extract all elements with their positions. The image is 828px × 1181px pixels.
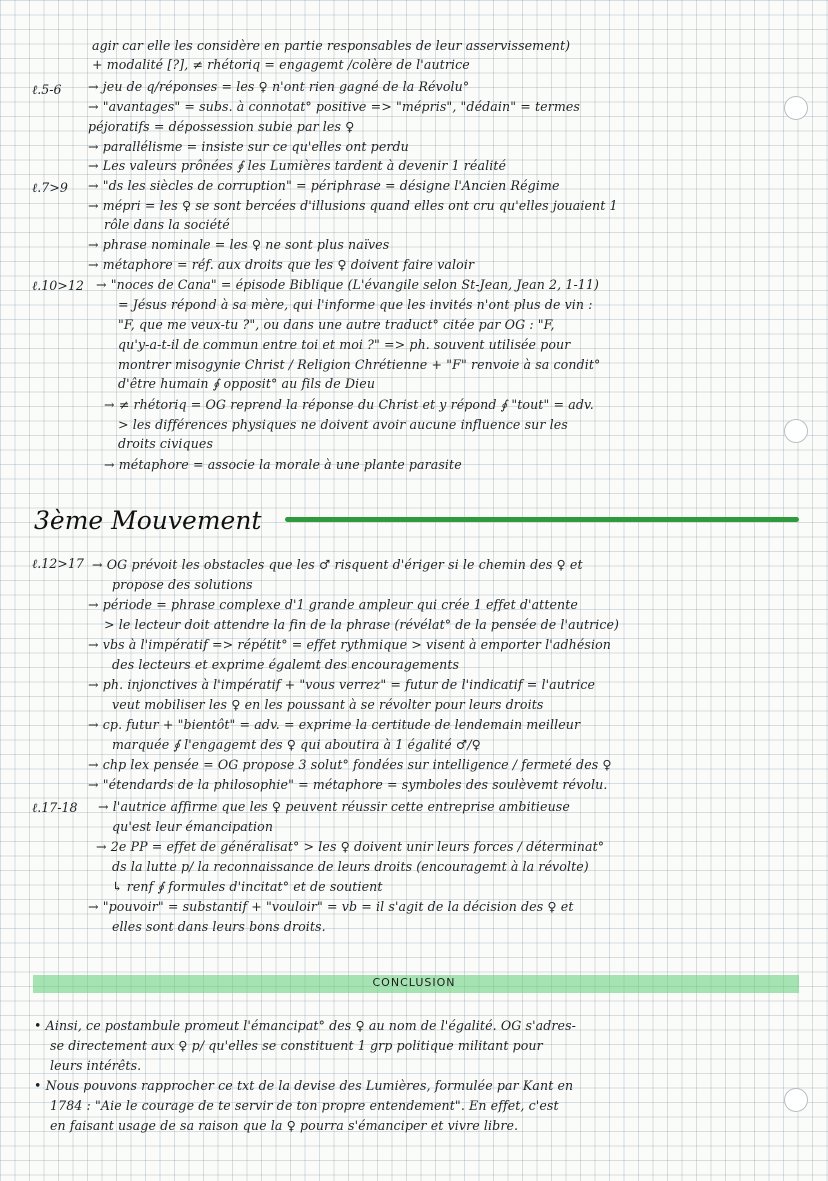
note-line: → "étendards de la philosophie" = métaphore = symboles des soulèvemt révolu.	[88, 777, 608, 792]
punch-hole	[784, 1088, 808, 1112]
conclusion-heading: CONCLUSION	[372, 976, 456, 989]
note-line: elles sont dans leurs bons droits.	[112, 919, 326, 934]
note-line: > les différences physiques ne doivent avoir aucune influence sur les	[118, 417, 568, 432]
note-line: qu'est leur émancipation	[112, 819, 274, 834]
note-line: → période = phrase complexe d'1 grande ampleur qui crée 1 effet d'attente	[88, 597, 578, 612]
note-line: droits civiques	[118, 436, 214, 451]
note-line: péjoratifs = dépossession subie par les ♀	[88, 119, 355, 134]
note-line: → parallélisme = insiste sur ce qu'elles ont perdu	[88, 139, 409, 154]
note-line: → cp. futur + "bientôt" = adv. = exprime la certitude de lendemain meilleur	[88, 717, 581, 732]
note-line: montrer misogynie Christ / Religion Chrétienne + "F" renvoie à sa condit°	[118, 357, 601, 372]
note-line: = Jésus répond à sa mère, qui l'informe que les invités n'ont plus de vin :	[118, 297, 593, 312]
line-ref-12-17: ℓ.12>17	[32, 556, 84, 571]
line-ref-7-9: ℓ.7>9	[32, 180, 68, 195]
note-line: propose des solutions	[112, 577, 253, 592]
note-line: agir car elle les considère en partie responsables de leur asservissement)	[92, 38, 571, 53]
conclusion-line: • Nous pouvons rapprocher ce txt de la devise des Lumières, formulée par Kant en	[34, 1078, 574, 1093]
section-title: 3ème Mouvement	[34, 506, 262, 535]
note-line: → jeu de q/réponses = les ♀ n'ont rien gagné de la Révolu°	[88, 79, 470, 94]
note-line: → métaphore = réf. aux droits que les ♀ doivent faire valoir	[88, 257, 475, 272]
conclusion-line: • Ainsi, ce postambule promeut l'émancipat° des ♀ au nom de l'égalité. OG s'adres-	[34, 1018, 577, 1033]
line-ref-10-12: ℓ.10>12	[32, 278, 84, 293]
note-line: ds la lutte p/ la reconnaissance de leurs droits (encouragemt à la révolte)	[112, 859, 589, 874]
note-line: "F, que me veux-tu ?", ou dans une autre traduct° citée par OG : "F,	[118, 317, 555, 332]
note-line: → mépri = les ♀ se sont bercées d'illusions quand elles ont cru qu'elles jouaient 1	[88, 198, 618, 213]
conclusion-line: se directement aux ♀ p/ qu'elles se constituent 1 grp politique militant pour	[50, 1038, 543, 1053]
note-line: → chp lex pensée = OG propose 3 solut° fondées sur intelligence / fermeté des ♀	[88, 757, 612, 772]
note-line: → "avantages" = subs. à connotat° positive => "mépris", "dédain" = termes	[88, 99, 580, 114]
note-line: rôle dans la société	[104, 217, 230, 232]
punch-hole	[784, 419, 808, 443]
note-line: → "pouvoir" = substantif + "vouloir" = vb = il s'agit de la décision des ♀ et	[88, 899, 574, 914]
line-ref-5-6: ℓ.5-6	[32, 82, 62, 97]
note-line: → métaphore = associe la morale à une plante parasite	[104, 457, 462, 472]
note-line: → "noces de Cana" = épisode Biblique (L'évangile selon St-Jean, Jean 2, 1-11)	[96, 277, 600, 292]
note-line: → 2e PP = effet de généralisat° > les ♀ doivent unir leurs forces / déterminat°	[96, 839, 605, 854]
note-line: qu'y-a-t-il de commun entre toi et moi ?" => ph. souvent utilisée pour	[118, 337, 571, 352]
note-line: → phrase nominale = les ♀ ne sont plus naïves	[88, 237, 390, 252]
note-line: + modalité [?], ≠ rhétoriq = engagemt /colère de l'autrice	[92, 57, 470, 72]
section-underline	[285, 517, 799, 522]
note-line: → vbs à l'impératif => répétit° = effet rythmique > visent à emporter l'adhésion	[88, 637, 611, 652]
note-line: des lecteurs et exprime égalemt des encouragements	[112, 657, 460, 672]
conclusion-line: leurs intérêts.	[50, 1058, 142, 1073]
note-line: > le lecteur doit attendre la fin de la phrase (révélat° de la pensée de l'autrice)	[104, 617, 620, 632]
note-line: → Les valeurs prônées ∮ les Lumières tardent à devenir 1 réalité	[88, 158, 507, 173]
note-line: → ≠ rhétoriq = OG reprend la réponse du Christ et y répond ∮ "tout" = adv.	[104, 397, 594, 412]
punch-hole	[784, 96, 808, 120]
note-line: → OG prévoit les obstacles que les ♂ risquent d'ériger si le chemin des ♀ et	[92, 557, 583, 572]
note-line: veut mobiliser les ♀ en les poussant à se révolter pour leurs droits	[112, 697, 544, 712]
note-line: ↳ renf ∮ formules d'incitat° et de soutient	[112, 879, 383, 894]
note-line: → "ds les siècles de corruption" = périphrase = désigne l'Ancien Régime	[88, 178, 560, 193]
note-line: marquée ∮ l'engagemt des ♀ qui aboutira à 1 égalité ♂/♀	[112, 737, 481, 752]
conclusion-line: 1784 : "Aie le courage de te servir de ton propre entendement". En effet, c'est	[50, 1098, 559, 1113]
conclusion-line: en faisant usage de sa raison que la ♀ pourra s'émanciper et vivre libre.	[50, 1118, 519, 1133]
note-line: → ph. injonctives à l'impératif + "vous verrez" = futur de l'indicatif = l'autrice	[88, 677, 596, 692]
note-line: → l'autrice affirme que les ♀ peuvent réussir cette entreprise ambitieuse	[98, 799, 570, 814]
line-ref-17-18: ℓ.17-18	[32, 800, 78, 815]
note-line: d'être humain ∮ opposit° au fils de Dieu	[118, 376, 376, 391]
